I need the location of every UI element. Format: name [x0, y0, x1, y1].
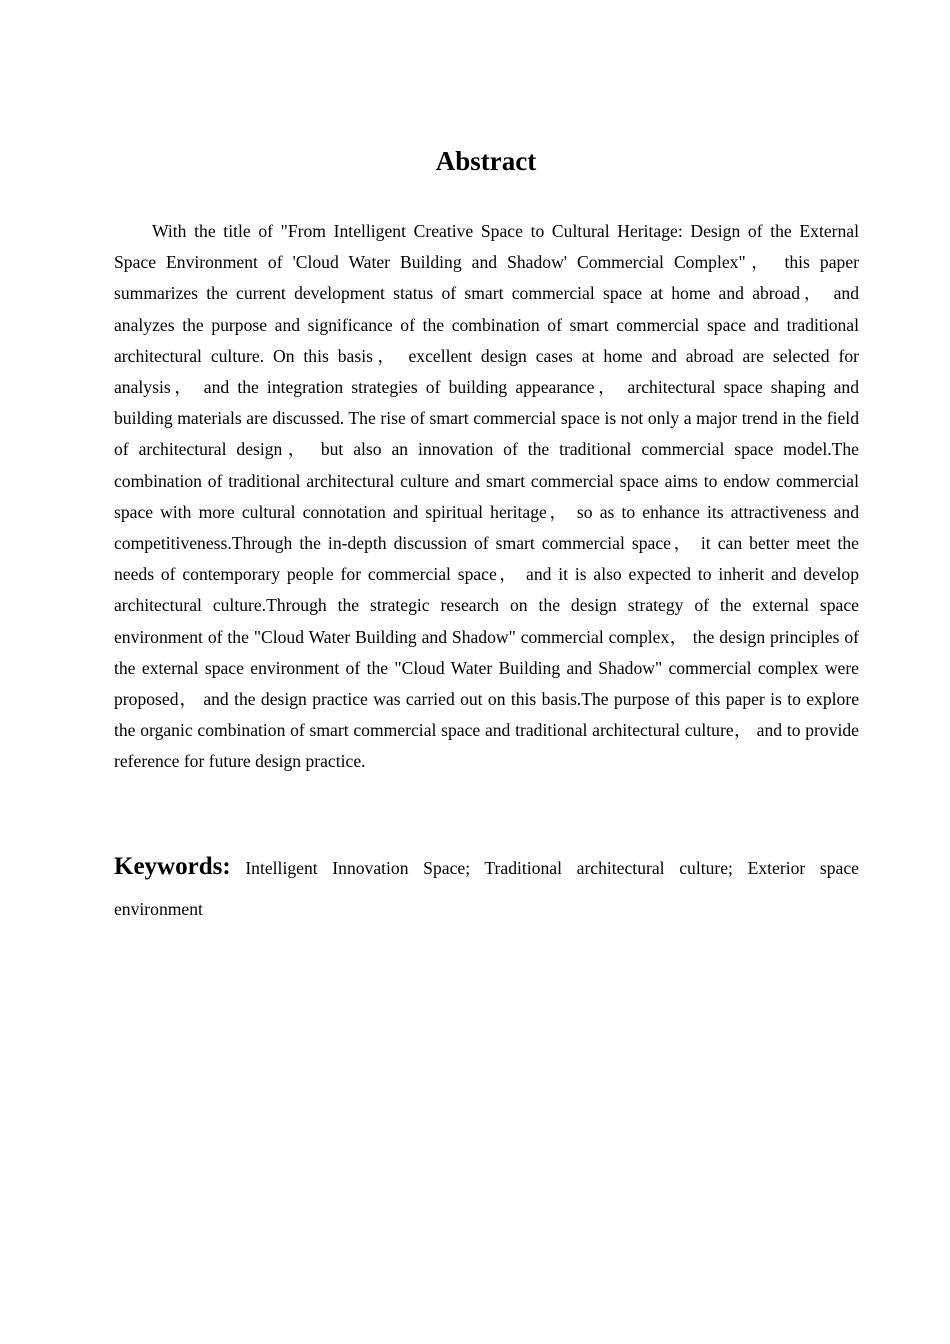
keywords-label: Keywords: [114, 853, 231, 880]
abstract-paragraph: With the title of "From Intelligent Creative Space to Cultural Heritage: Design of the External Space Environment of 'Cloud Water Building and Shadow' Commercial Complex"， this paper summarizes the current development status of smart commercial space at home and abroad， and analyzes the purpose and significance of the combination of smart commercial space and traditional architectural culture. On this basis， excellent design cases at home and abroad are selected for analysis， and the integration strategies of building appearance， architectural space shaping and building materials are discussed. The rise of smart commercial space is not only a major trend in the field of architectural design， but also an innovation of the traditional commercial space model.The combination of traditional architectural culture and smart commercial space aims to endow commercial space with more cultural connotation and spiritual heritage， so as to enhance its attractiveness and competitiveness.Through the in-depth discussion of smart commercial space， it can better meet the needs of contemporary people for commercial space， and it is also expected to inherit and develop architectural culture.Through the strategic research on the design strategy of the external space environment of the "Cloud Water Building and Shadow" commercial complex， the design principles of the external space environment of the "Cloud Water Building and Shadow" commercial complex were proposed， and the design practice was carried out on this basis.The purpose of this paper is to explore the organic combination of smart commercial space and traditional architectural culture， and to provide reference for future design practice. [114, 221, 859, 772]
keywords-text: Intelligent Innovation Space; Traditional architectural culture; Exterior space environment [114, 858, 859, 919]
page-title: Abstract [435, 146, 537, 176]
keywords-line [114, 846, 859, 930]
